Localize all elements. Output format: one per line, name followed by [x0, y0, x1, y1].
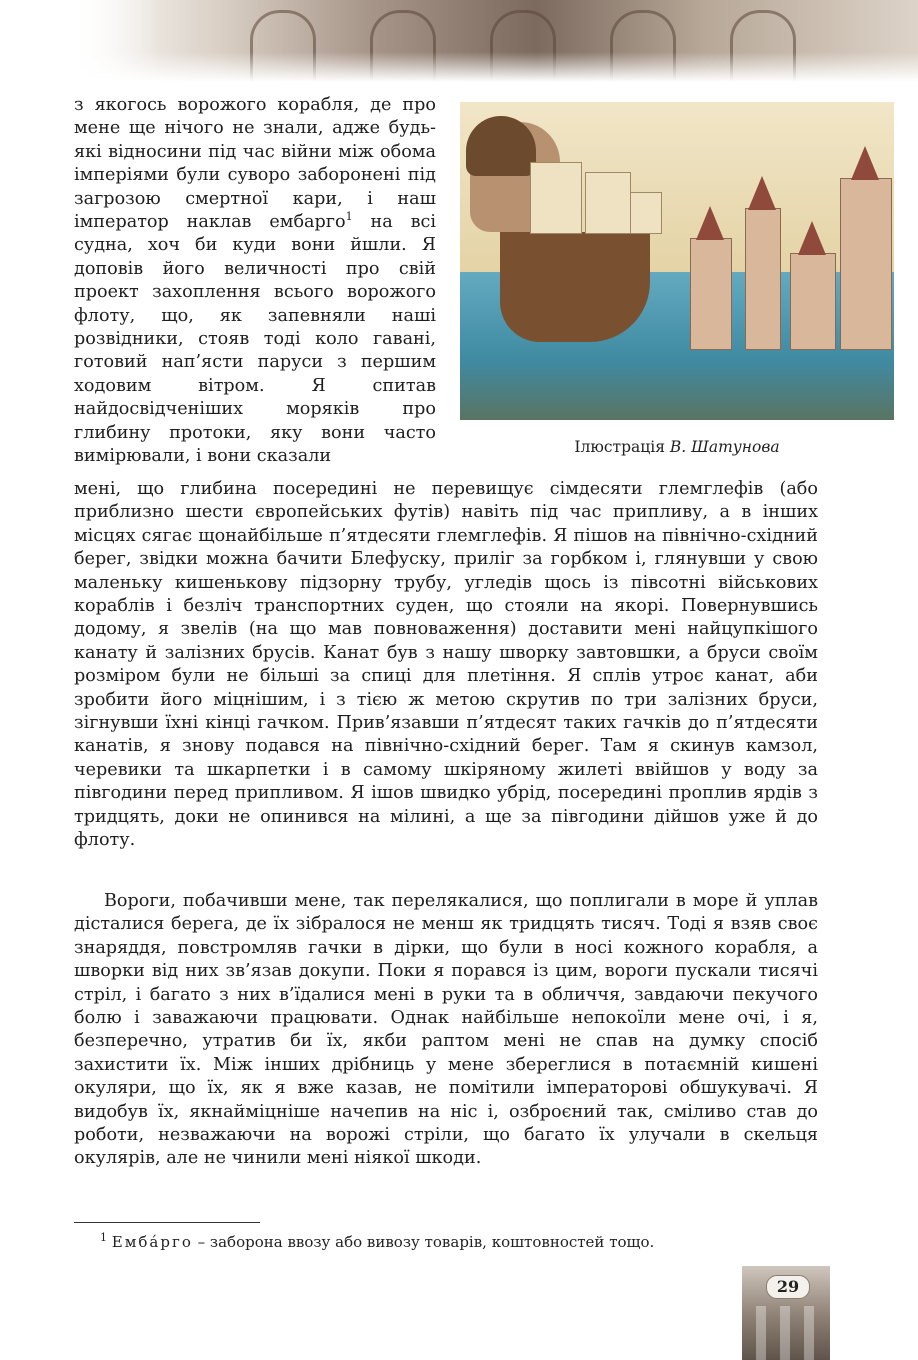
footnote-mark: 1 — [100, 1231, 107, 1244]
text-paragraph-wide-1: мені, що глибина посередині не перевищує сімдесяти глемглефів (або приблизно шести європейських футів) навіть під час припливу, а в інших місцях сягає щонайбільше п’ятдесяти глемглефів. Я пішов на північно-східний берег, звідки можна бачити Блефуску, приліг за горбком і, глянувши у свою маленьку кишенькову підзорну трубу, угледів щось із півсотні військових кораблів і безліч транспортних суден, що стояли на якорі. Повернувшись додому, я звелів (на що мав повноваження) доставити мені найцупкішого канату й залізних брусів. Канат був з нашу шворку завтовшки, а бруси своїм розміром були не більші за спиці для плетіння. Я сплів утроє канат, аби зробити його міцнішим, і з тією ж метою скрутив по три залізних бруси, зігнувши їхні кінці гачком. Прив’язавши п’ятдесят таких гачків до п’ятдесяти канатів, я знову подався на північно-східний берег. Там я скинув камзол, черевики та шкарпетки і в самому шкіряному жилеті ввійшов у воду за півгодини перед припливом. Я ішов швидко убрід, посередині проплив ярдів з тридцять, доки не опинився на мілині, а ще за півгодини дійшов уже й до флоту. — [74, 479, 818, 851]
footnote-reference: 1 — [345, 210, 353, 224]
caption-author: В. Шатунова — [669, 438, 780, 456]
caption-prefix: Ілюстрація — [574, 438, 665, 456]
book-illustration — [460, 102, 894, 420]
page-number: 29 — [766, 1275, 810, 1299]
header-decorative-banner — [70, 0, 918, 82]
illustration-caption — [460, 438, 894, 456]
text-paragraph-narrow — [74, 94, 436, 469]
footnote-term: Ембáрго — [111, 1233, 193, 1251]
text-paragraph-wide-2: Вороги, побачивши мене, так перелякалися, що поплигали в море й уплав дісталися берега, де їх зібралося не менш як тридцять тисяч. Тоді я взяв своє знаряддя, повстромляв гачки в дірки, що були в носі кожного корабля, а шворки від них зв’язав докупи. Поки я порався із цим, вороги пускали тисячі стріл, і багато з них в’їдалися мені в руки та в обличчя, завдаючи пекучого болю і заважаючи працювати. Однак найбільше непокоїли мене очі, і я, безперечно, утратив би їх, якби раптом мені не спав на думку спосіб захистити їх. Між інших дрібниць у мене збереглися в потаємній кишені окуляри, що їх, як я вже казав, не помітили імператорові обшукувачі. Я видобув їх, якнайміцніше начепив на ніс і, озброєний так, сміливо став до роботи, незважаючи на ворожі стріли, що багато їх улучали в скельця окулярів, але не чинили мені ніякої шкоди. — [74, 891, 818, 1169]
footnote — [100, 1233, 820, 1251]
narrow-text-part-2: на всі судна, хоч би куди вони йшли. Я доповів його величності про свій проект захоплення всього ворожого флоту, що, як запевняли наші розвідники, стояв тоді коло гавані, готовий нап’ясти паруси з першим ходовим вітром. Я спитав найдосвідченіших моряків про глибину протоки, яку вони часто вимірювали, і вони сказали — [74, 212, 436, 467]
narrow-text-part-1: з якогось ворожого корабля, де про мене ще нічого не знали, адже будь-які відносини під час війни між обома імперіями були суворо заборонені під загрозою смертної кари, і наш імператор наклав ембарго — [74, 95, 436, 233]
footnote-divider — [74, 1222, 260, 1223]
footnote-definition: – заборона ввозу або вивозу товарів, коштовностей тощо. — [192, 1233, 655, 1251]
